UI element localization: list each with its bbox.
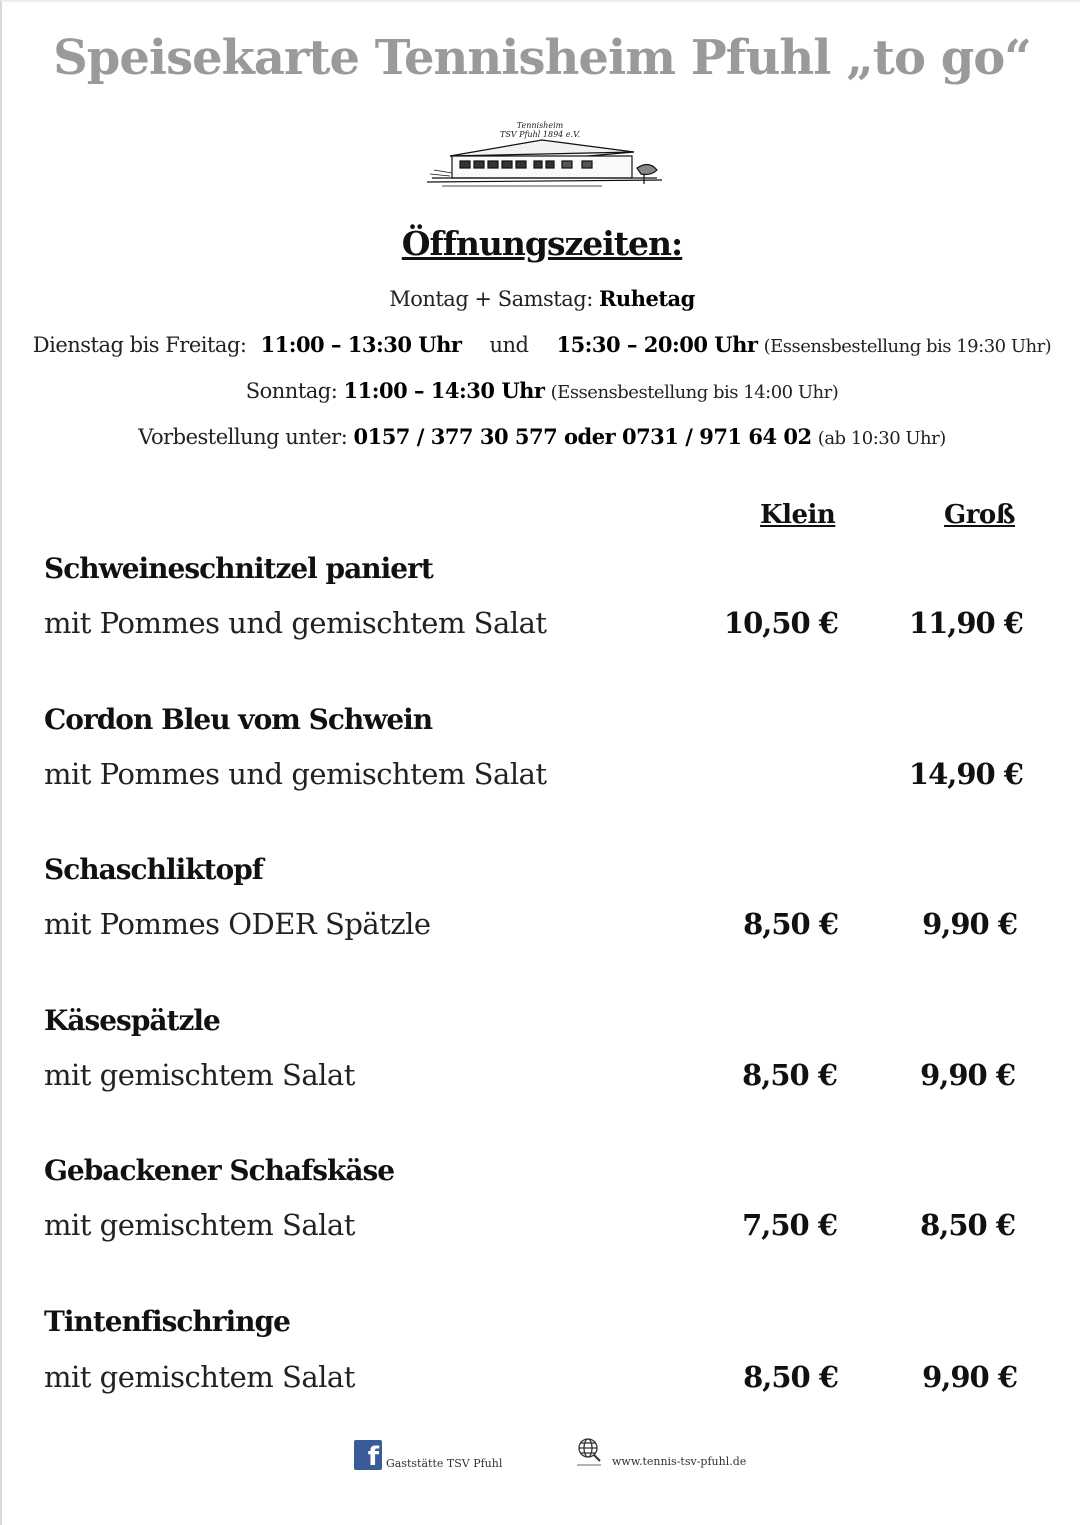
dish-name: Käsespätzle (44, 1004, 220, 1037)
logo-text-bottom: TSV Pfuhl 1894 e.V. (500, 130, 580, 139)
hours-line-weekdays (2, 332, 1080, 357)
dish-name: Gebackener Schafskäse (44, 1154, 395, 1187)
preorder-phones: 0157 / 377 30 577 oder 0731 / 971 64 02 (353, 424, 812, 449)
website-label: www.tennis-tsv-pfuhl.de (612, 1455, 747, 1468)
closed-days-value: Ruhetag (598, 286, 695, 311)
dish-name: Schweineschnitzel paniert (44, 552, 433, 585)
dish-description: mit Pommes und gemischtem Salat (44, 757, 547, 791)
hours-line-preorder (2, 424, 1080, 449)
opening-hours-heading: Öffnungszeiten: (401, 224, 683, 263)
preorder-note: (ab 10:30 Uhr) (817, 428, 946, 449)
sunday-label: Sonntag: (245, 379, 344, 403)
price-large: 8,50 € (920, 1208, 1015, 1242)
weekdays-and: und (489, 333, 529, 357)
price-large: 9,90 € (922, 907, 1017, 941)
column-header-large: Groß (944, 500, 1015, 530)
closed-days-label: Montag + Samstag: (389, 287, 599, 311)
price-large: 9,90 € (920, 1058, 1015, 1092)
dish-description: mit gemischtem Salat (44, 1208, 355, 1242)
facebook-label: Gaststätte TSV Pfuhl (386, 1457, 503, 1470)
dish-description: mit gemischtem Salat (44, 1360, 355, 1394)
column-header-small: Klein (760, 500, 836, 530)
dish-name: Cordon Bleu vom Schwein (44, 703, 433, 736)
price-large: 11,90 € (908, 606, 1023, 640)
weekdays-time-1: 11:00 – 13:30 Uhr (260, 332, 462, 357)
price-small: 7,50 € (742, 1208, 837, 1242)
globe-icon (574, 1436, 604, 1468)
price-small: 8,50 € (743, 907, 838, 941)
price-large: 9,90 € (922, 1360, 1017, 1394)
website-link[interactable] (574, 1436, 746, 1468)
preorder-label: Vorbestellung unter: (138, 425, 354, 449)
facebook-link[interactable] (354, 1440, 502, 1470)
weekdays-time-2: 15:30 – 20:00 Uhr (556, 332, 758, 357)
facebook-icon: f (354, 1440, 382, 1470)
weekdays-order-note: (Essensbestellung bis 19:30 Uhr) (763, 336, 1052, 357)
price-small: 8,50 € (743, 1360, 838, 1394)
price-small: 10,50 € (723, 606, 838, 640)
sunday-order-note: (Essensbestellung bis 14:00 Uhr) (550, 382, 839, 403)
weekdays-label: Dienstag bis Freitag: (32, 333, 247, 357)
dish-description: mit Pommes ODER Spätzle (44, 907, 431, 941)
page-title: Speisekarte Tennisheim Pfuhl „to go“ (53, 30, 1031, 86)
sunday-time: 11:00 – 14:30 Uhr (343, 378, 545, 403)
dish-description: mit gemischtem Salat (44, 1058, 355, 1092)
dish-name: Tintenfischringe (44, 1305, 290, 1338)
hours-line-closed (2, 286, 1080, 311)
dish-name: Schaschliktopf (44, 853, 263, 886)
logo-text-top: Tennisheim (516, 121, 564, 130)
dish-description: mit Pommes und gemischtem Salat (44, 606, 547, 640)
price-large: 14,90 € (908, 757, 1023, 791)
tennisheim-logo (422, 118, 667, 198)
hours-line-sunday (2, 378, 1080, 403)
price-small: 8,50 € (742, 1058, 837, 1092)
